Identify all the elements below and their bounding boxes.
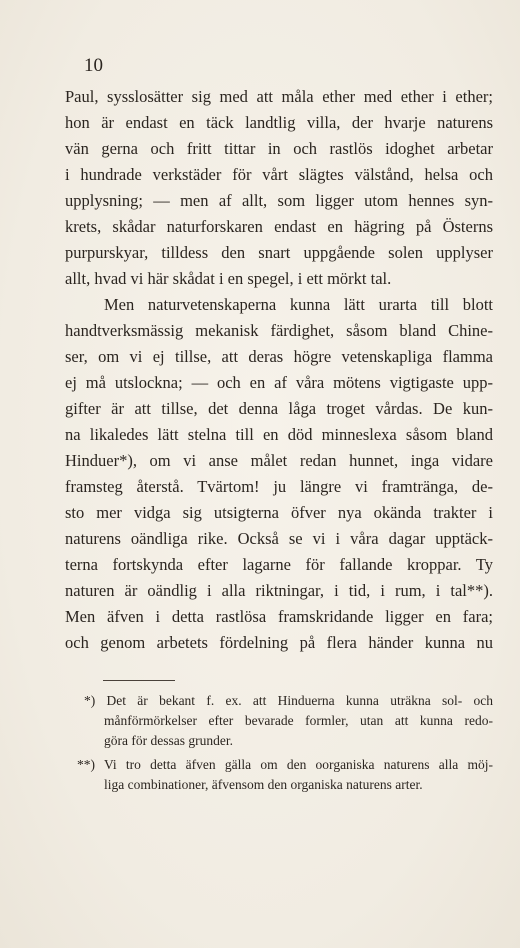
text-line: allt, hvad vi här skådat i en spegel, i ett mörkt tal. — [65, 269, 392, 288]
text-line: och genom arbetets fördelning på flera händer kunna nu — [65, 633, 493, 652]
text-line: Paul, sysslosätter sig med att måla ether med ether i ether; — [65, 87, 493, 106]
text-line: Hinduer*), om vi anse målet redan hunnet, inga vidare — [65, 451, 493, 470]
footnote-line: **) Vi tro detta äfven gälla om den oorganiska naturens alla möj- — [77, 757, 493, 772]
text-line: Men naturvetenskaperna kunna lätt urarta till blott — [104, 295, 493, 314]
page-number: 10 — [84, 55, 103, 76]
text-line: framsteg återstå. Tvärtom! ju längre vi framtränga, de- — [65, 477, 493, 496]
text-line: naturens oändliga rike. Också se vi i våra dagar upptäck- — [65, 529, 493, 548]
footnote-separator — [103, 680, 175, 681]
footnote-line: månförmörkelser efter bevarade formler, utan att kunna redo- — [104, 713, 493, 728]
text-line: sto mer vidga sig utsigterna öfver nya okända trakter i — [65, 503, 493, 522]
text-line: naturen är oändlig i alla riktningar, i tid, i rum, i tal**). — [65, 581, 493, 600]
text-line: na likaledes lätt stelna till en död minneslexa såsom bland — [65, 425, 493, 444]
text-line: ej må utslockna; — och en af våra mötens vigtigaste upp- — [65, 373, 493, 392]
footnote-line: göra för dessas grunder. — [104, 733, 233, 748]
footnote-line: liga combinationer, äfvensom den organiska naturens arter. — [104, 777, 423, 792]
text-line: Men äfven i detta rastlösa framskridande ligger en fara; — [65, 607, 493, 626]
text-line: vän gerna och fritt tittar in och rastlös idoghet arbetar — [65, 139, 493, 158]
text-line: krets, skådar naturforskaren endast en hägring på Österns — [65, 217, 493, 236]
text-line: gifter är att tillse, det denna låga troget vårdas. De kun- — [65, 399, 493, 418]
text-line: purpurskyar, tilldess den snart uppgående solen upplyser — [65, 243, 493, 262]
footnote-line: *) Det är bekant f. ex. att Hinduerna kunna uträkna sol- och — [84, 693, 493, 708]
text-line: i hundrade verkstäder för vårt slägtes välstånd, helsa och — [65, 165, 493, 184]
text-line: hon är endast en täck landtlig villa, der hvarje naturens — [65, 113, 493, 132]
text-line: ser, om vi ej tillse, att deras högre vetenskapliga flamma — [65, 347, 493, 366]
text-line: handtverksmässig mekanisk färdighet, såsom bland Chine- — [65, 321, 493, 340]
text-line: upplysning; — men af allt, som ligger utom hennes syn- — [65, 191, 493, 210]
text-line: terna fortskynda efter lagarne för fallande kroppar. Ty — [65, 555, 493, 574]
